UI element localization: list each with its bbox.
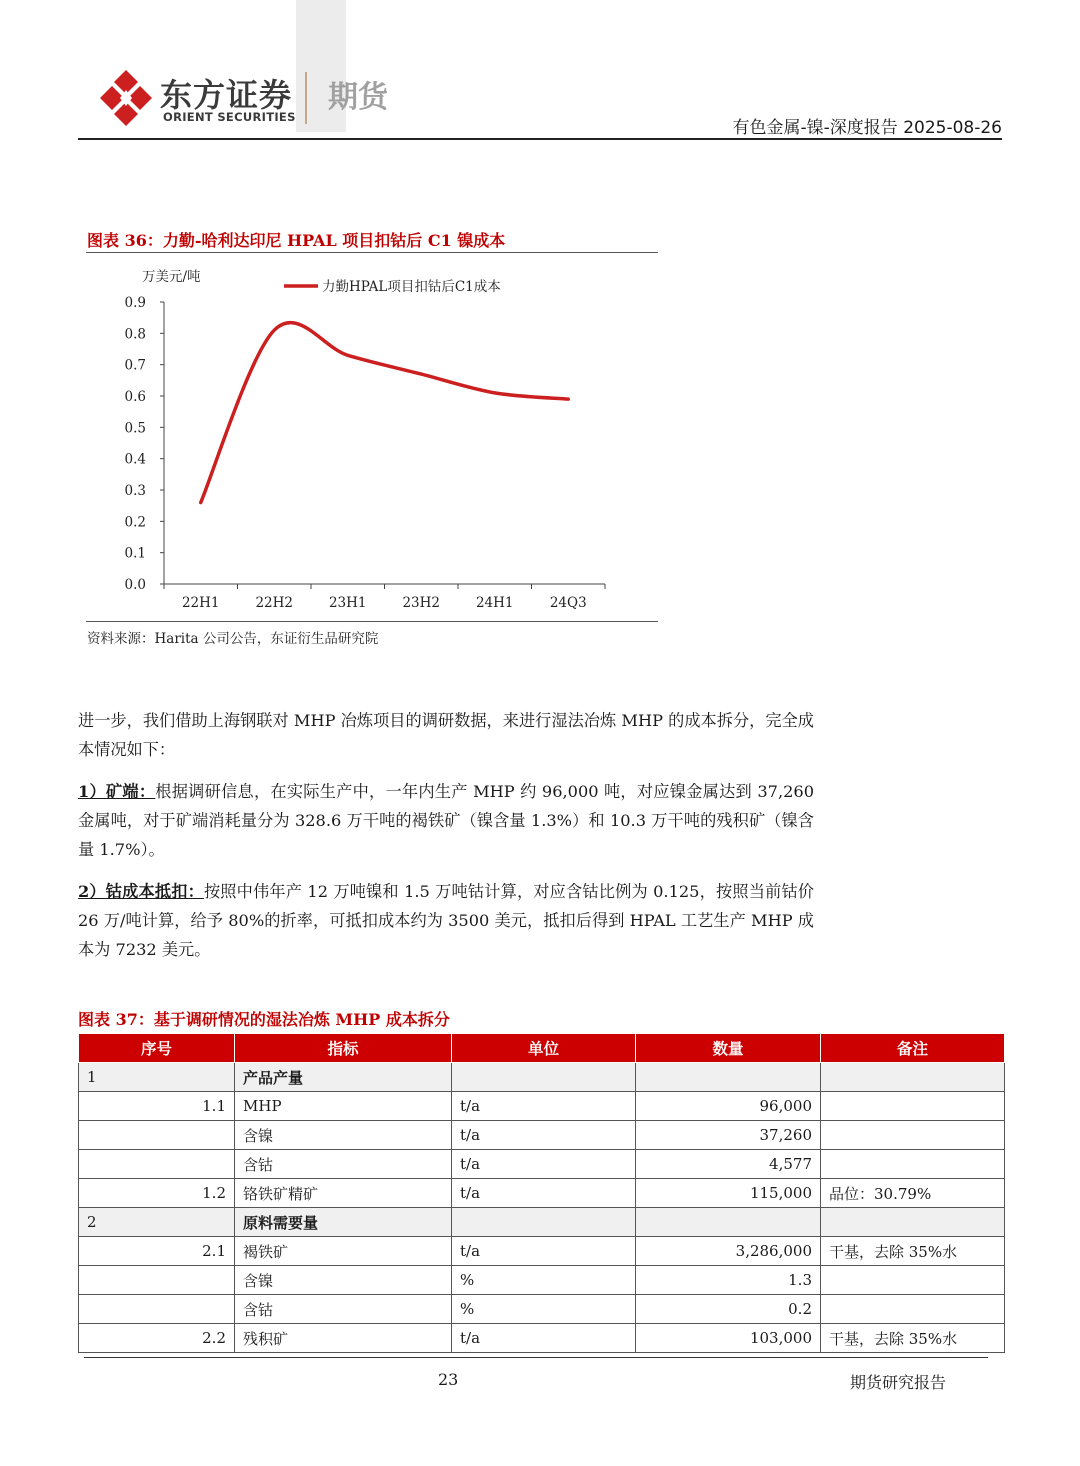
y-tick-label: 0.9 — [124, 295, 146, 311]
cell-qty: 0.2 — [636, 1295, 821, 1324]
y-tick-label: 0.2 — [124, 514, 146, 531]
table-row — [79, 1266, 1005, 1295]
table-row — [79, 1208, 1005, 1237]
y-tick-label: 0.0 — [124, 577, 146, 593]
series-line-c1-cost — [201, 323, 569, 503]
table-row — [79, 1295, 1005, 1324]
cell-item: 铬铁矿精矿 — [235, 1179, 452, 1208]
brand-name-cn: 东方证券 — [160, 76, 293, 114]
header-rule — [78, 138, 1002, 140]
cell-no: 1.1 — [79, 1092, 235, 1121]
x-tick-label: 23H1 — [328, 595, 367, 611]
cell-note — [821, 1150, 1005, 1179]
cell-no: 2 — [79, 1208, 235, 1237]
cell-item: 含镍 — [235, 1266, 452, 1295]
cell-unit: t/a — [452, 1237, 636, 1266]
cell-no — [79, 1121, 235, 1150]
cell-qty — [636, 1063, 821, 1092]
cell-qty: 96,000 — [636, 1092, 821, 1121]
cell-item: 含钴 — [235, 1150, 452, 1179]
cell-note — [821, 1063, 1005, 1092]
cell-note — [821, 1092, 1005, 1121]
cell-item: 产品产量 — [235, 1063, 452, 1092]
cell-unit: t/a — [452, 1179, 636, 1208]
cell-item: MHP — [235, 1092, 452, 1121]
figure-36-top-rule — [86, 252, 658, 253]
table-row — [79, 1063, 1005, 1092]
brand-name-en: ORIENT SECURITIES — [163, 110, 296, 124]
cell-unit: % — [452, 1266, 636, 1295]
table-row — [79, 1324, 1005, 1353]
cell-note: 品位：30.79% — [821, 1179, 1005, 1208]
y-tick-label: 0.7 — [124, 357, 146, 374]
cell-qty: 103,000 — [636, 1324, 821, 1353]
table-row — [79, 1179, 1005, 1208]
cell-no: 2.1 — [79, 1237, 235, 1266]
legend-label: 力勤HPAL项目扣钴后C1成本 — [322, 279, 501, 295]
cell-item: 褐铁矿 — [235, 1237, 452, 1266]
y-axis-label: 万美元/吨 — [142, 269, 201, 285]
x-tick-label: 22H2 — [255, 595, 294, 611]
cell-note — [821, 1266, 1005, 1295]
y-tick-label: 0.8 — [124, 326, 146, 343]
cell-item: 含钴 — [235, 1295, 452, 1324]
y-tick-label: 0.4 — [124, 451, 146, 468]
cell-unit: % — [452, 1295, 636, 1324]
cell-note: 干基，去除 35%水 — [821, 1237, 1005, 1266]
footer-label: 期货研究报告 — [850, 1373, 947, 1392]
cell-note — [821, 1295, 1005, 1324]
cell-no: 2.2 — [79, 1324, 235, 1353]
paragraph-ore-side-lead: 1）矿端： — [78, 782, 156, 801]
figure-36-bottom-rule — [86, 621, 658, 622]
brand-division: 期货 — [328, 80, 388, 115]
paragraph-cobalt-credit-lead: 2）钴成本抵扣： — [78, 882, 204, 901]
col-header-no: 序号 — [79, 1034, 235, 1063]
cell-note: 干基，去除 35%水 — [821, 1324, 1005, 1353]
footer-rule — [84, 1357, 988, 1358]
paragraph-ore-side — [78, 777, 814, 864]
cell-no — [79, 1295, 235, 1324]
cell-note — [821, 1208, 1005, 1237]
cell-qty: 115,000 — [636, 1179, 821, 1208]
x-tick-label: 24H1 — [475, 595, 514, 611]
page-number: 23 — [438, 1370, 459, 1389]
cell-unit: t/a — [452, 1121, 636, 1150]
brand-divider — [305, 72, 307, 124]
y-tick-label: 0.3 — [124, 483, 146, 499]
cell-no — [79, 1266, 235, 1295]
cell-qty: 37,260 — [636, 1121, 821, 1150]
col-header-item: 指标 — [235, 1034, 452, 1063]
y-tick-label: 0.1 — [124, 545, 146, 562]
cell-item: 含镍 — [235, 1121, 452, 1150]
paragraph-ore-side-text: 根据调研信息，在实际生产中，一年内生产 MHP 约 96,000 吨，对应镍金属达到 37,260 金属吨，对于矿端消耗量分为 328.6 万干吨的褐铁矿（镍含量 1.3%）和 10.3 万干吨的残积矿（镍含量 1.7%）。 — [78, 782, 815, 859]
cell-unit: t/a — [452, 1324, 636, 1353]
figure-37-title: 图表 37：基于调研情况的湿法冶炼 MHP 成本拆分 — [78, 1010, 450, 1029]
report-meta: 有色金属-镍-深度报告 2025-08-26 — [732, 118, 1002, 138]
cell-qty: 1.3 — [636, 1266, 821, 1295]
paragraph-cobalt-credit-text: 按照中伟年产 12 万吨镍和 1.5 万吨钴计算，对应含钴比例为 0.125，按照当前钴价 26 万/吨计算，给予 80%的折率，可抵扣成本约为 3500 美元，抵扣后得到 HPAL 工艺生产 MHP 成本为 7232 美元。 — [78, 882, 814, 959]
cell-qty: 3,286,000 — [636, 1237, 821, 1266]
table-row — [79, 1092, 1005, 1121]
cell-item: 原料需要量 — [235, 1208, 452, 1237]
col-header-qty: 数量 — [636, 1034, 821, 1063]
y-tick-label: 0.6 — [124, 389, 146, 405]
mhp-cost-table — [78, 1033, 1005, 1353]
figure-36-line-chart — [86, 255, 658, 621]
cell-note — [821, 1121, 1005, 1150]
orient-securities-logo-icon — [98, 68, 154, 128]
x-tick-label: 24Q3 — [549, 595, 587, 611]
paragraph-cobalt-credit — [78, 877, 814, 964]
paragraph-intro: 进一步，我们借助上海钢联对 MHP 冶炼项目的调研数据，来进行湿法冶炼 MHP 的成本拆分，完全成本情况如下： — [78, 711, 814, 759]
cell-no — [79, 1150, 235, 1179]
table-row — [79, 1150, 1005, 1179]
cell-unit — [452, 1063, 636, 1092]
y-tick-label: 0.5 — [124, 420, 146, 437]
col-header-unit: 单位 — [452, 1034, 636, 1063]
cell-item: 残积矿 — [235, 1324, 452, 1353]
table-row — [79, 1237, 1005, 1266]
cell-unit — [452, 1208, 636, 1237]
x-tick-label: 23H2 — [402, 595, 441, 611]
table-header-row — [79, 1034, 1005, 1063]
cell-unit: t/a — [452, 1092, 636, 1121]
figure-36-source: 资料来源：Harita 公司公告，东证衍生品研究院 — [87, 631, 379, 647]
cell-unit: t/a — [452, 1150, 636, 1179]
cell-qty: 4,577 — [636, 1150, 821, 1179]
table-row — [79, 1121, 1005, 1150]
col-header-note: 备注 — [821, 1034, 1005, 1063]
figure-36-title: 图表 36：力勤-哈利达印尼 HPAL 项目扣钴后 C1 镍成本 — [87, 231, 506, 250]
cell-no: 1.2 — [79, 1179, 235, 1208]
x-tick-label: 22H1 — [181, 595, 220, 611]
cell-qty — [636, 1208, 821, 1237]
cell-no: 1 — [79, 1063, 235, 1092]
